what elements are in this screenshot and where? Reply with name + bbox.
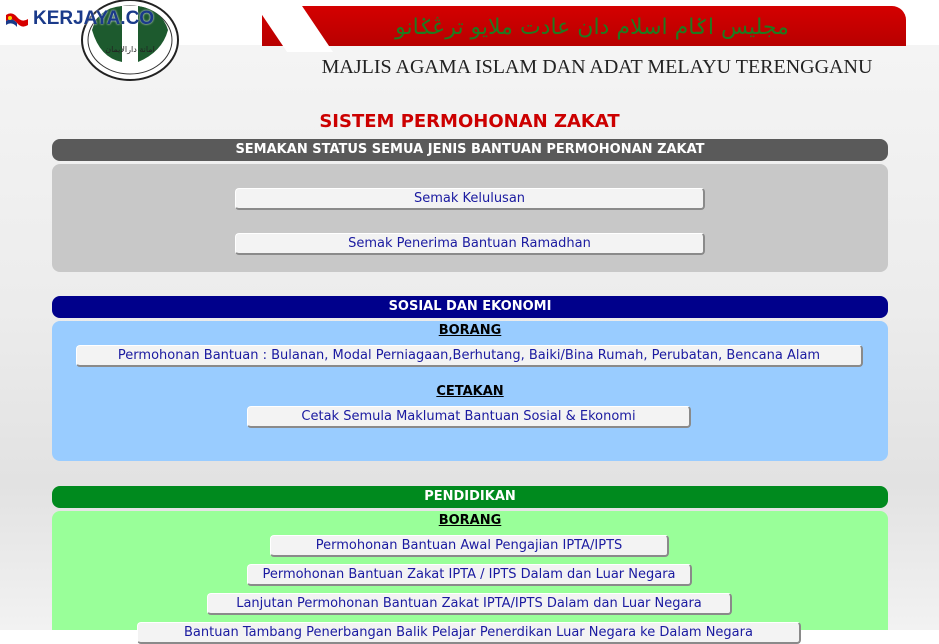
semakan-section-body: [52, 164, 888, 272]
sosial-borang-label: BORANG: [438, 323, 502, 338]
bantuan-tambang-button[interactable]: Bantuan Tambang Penerbangan Balik Pelajar Penerdikan Luar Negara ke Dalam Negara: [137, 622, 801, 644]
lanjutan-permohonan-button[interactable]: Lanjutan Permohonan Bantuan Zakat IPTA/IPTS Dalam dan Luar Negara: [207, 593, 732, 615]
cetak-semula-sosial-button[interactable]: Cetak Semula Maklumat Bantuan Sosial & Ekonomi: [247, 406, 691, 428]
semak-penerima-ramadhan-button[interactable]: Semak Penerima Bantuan Ramadhan: [235, 233, 705, 255]
banner-cutout: [252, 0, 333, 52]
page-title: SISTEM PERMOHONAN ZAKAT: [319, 111, 620, 132]
permohonan-bantuan-sosial-button[interactable]: Permohonan Bantuan : Bulanan, Modal Perniagaan,Berhutang, Baiki/Bina Rumah, Perubatan, Bencana Alam: [76, 345, 863, 367]
malaysia-flag-icon: [4, 9, 30, 29]
bantuan-zakat-ipta-button[interactable]: Permohonan Bantuan Zakat IPTA / IPTS Dalam dan Luar Negara: [247, 564, 692, 586]
arabic-title-text: مجليس اݢام اسلام دان عادت ملايو ترڠݢانو: [395, 15, 789, 40]
watermark-text: KERJAYA.CO: [33, 8, 155, 29]
arabic-calligraphy-icon: [382, 10, 802, 42]
sosial-cetakan-label: CETAKAN: [436, 384, 504, 399]
semak-kelulusan-button[interactable]: Semak Kelulusan: [235, 188, 705, 210]
kerjaya-watermark: [4, 4, 154, 34]
sosial-ekonomi-section-header: SOSIAL DAN EKONOMI: [52, 296, 888, 318]
bantuan-awal-pengajian-button[interactable]: Permohonan Bantuan Awal Pengajian IPTA/IPTS: [270, 535, 669, 557]
pendidikan-borang-label: BORANG: [438, 513, 502, 528]
header-banner: [262, 6, 906, 46]
organization-name: MAJLIS AGAMA ISLAM DAN ADAT MELAYU TERENGGANU: [321, 56, 873, 78]
pendidikan-section-header: PENDIDIKAN: [52, 486, 888, 508]
logo-text: امانة دارالايمان: [105, 45, 155, 54]
semakan-section-header: SEMAKAN STATUS SEMUA JENIS BANTUAN PERMOHONAN ZAKAT: [52, 139, 888, 161]
